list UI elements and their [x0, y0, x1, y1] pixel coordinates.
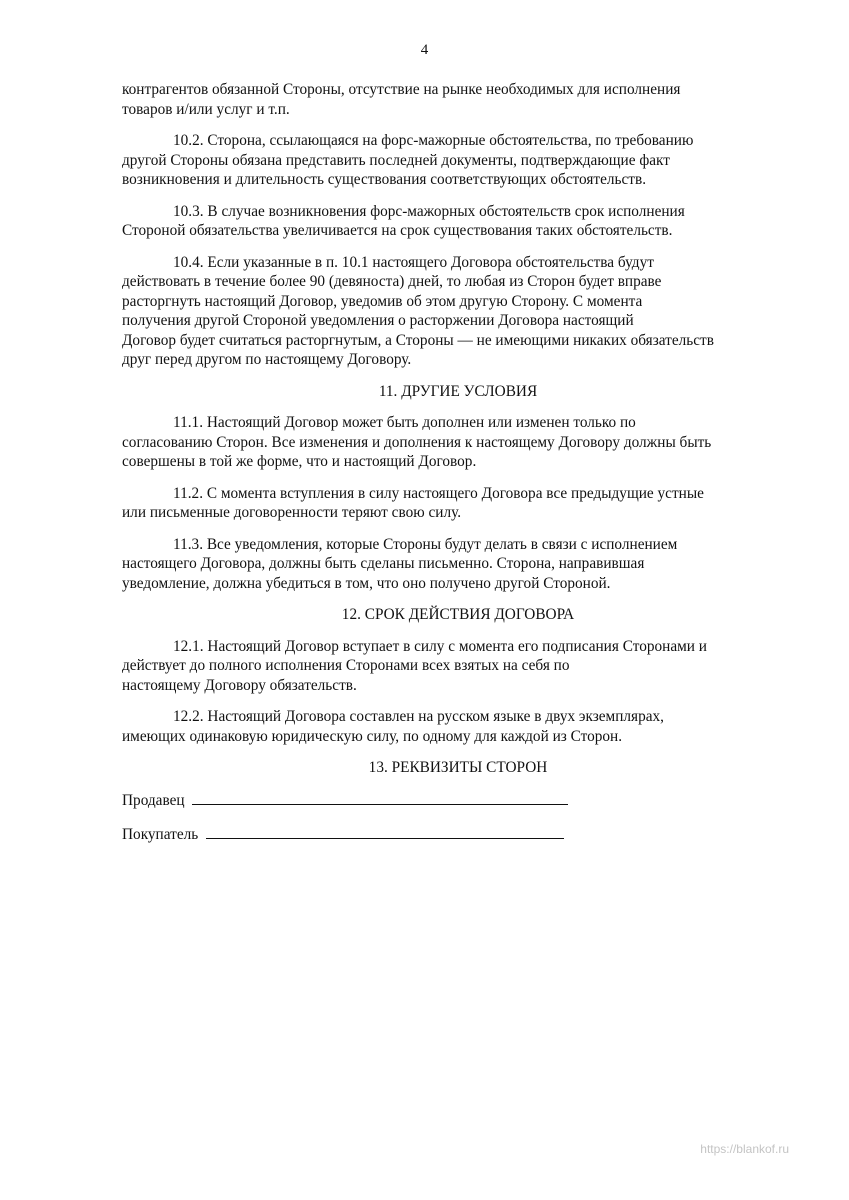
text-line: Стороной обязательства увеличивается на срок существования таких обстоятельств. [122, 222, 673, 239]
text-line: товаров и/или услуг и т.п. [122, 100, 290, 118]
paragraph [122, 253, 794, 370]
paragraph [122, 484, 794, 523]
paragraph [122, 535, 794, 594]
text-line: Договор будет считаться расторгнутым, а Стороны — не имеющими никаких обязательств [122, 331, 714, 349]
paragraph [122, 707, 794, 746]
text-line: 12.2. Настоящий Договора составлен на русском языке в двух экземплярах, [173, 708, 665, 725]
text-line: расторгнуть настоящий Договор, уведомив об этом другую Сторону. С момента [122, 292, 643, 310]
text-line: действовать в течение более 90 (девяноста) дней, то любая из Сторон будет вправе [122, 273, 662, 290]
site-watermark: https://blankof.ru [700, 1142, 789, 1156]
paragraph [122, 131, 794, 190]
buyer-label: Покупатель [122, 826, 199, 843]
text-line: совершены в той же форме, что и настоящий Договор. [122, 453, 477, 470]
text-line: другой Стороны обязана представить последней документы, подтверждающие факт [122, 151, 670, 169]
paragraph [122, 202, 794, 241]
text-line: получения другой Стороной уведомления о расторжении Договора настоящий [122, 312, 634, 329]
section-11-body [122, 413, 794, 593]
text-line: согласованию Сторон. Все изменения и дополнения к настоящему Договору должны быть [122, 433, 712, 451]
section-12-body [122, 637, 794, 747]
text-line: 10.4. Если указанные в п. 10.1 настоящего Договора обстоятельства будут [173, 253, 654, 271]
text-line: настоящему Договору обязательств. [122, 676, 357, 694]
text-line: или письменные договоренности теряют свою силу. [122, 504, 462, 521]
text-line: настоящего Договора, должны быть сделаны письменно. Сторона, направившая [122, 555, 645, 572]
text-line: друг перед другом по настоящему Договору. [122, 351, 412, 368]
text-line: 11.2. С момента вступления в силу настоящего Договора все предыдущие устные [173, 484, 704, 502]
section-13-title: 13. РЕКВИЗИТЫ СТОРОН [368, 759, 548, 776]
text-line: 10.3. В случае возникновения форс-мажорных обстоятельств срок исполнения [173, 202, 685, 220]
paragraph [122, 413, 794, 472]
text-line: 12.1. Настоящий Договор вступает в силу с момента его подписания Сторонами и [173, 637, 707, 655]
text-line: 10.2. Сторона, ссылающаяся на форс-мажорные обстоятельства, по требованию [173, 132, 694, 149]
section-10-continuation [122, 80, 794, 370]
text-line: 11.3. Все уведомления, которые Стороны будут делать в связи с исполнением [173, 535, 678, 553]
buyer-blank[interactable] [206, 824, 564, 839]
text-line: уведомление, должна убедиться в том, что оно получено другой Стороной. [122, 574, 611, 592]
text-line: действует до полного исполнения Сторонами всех взятых на себя по [122, 657, 570, 674]
paragraph [122, 637, 794, 696]
seller-blank[interactable] [192, 790, 568, 805]
document-body [122, 80, 794, 859]
text-line: возникновения и длительность существования соответствующих обстоятельств. [122, 171, 647, 188]
text-line: контрагентов обязанной Стороны, отсутствие на рынке необходимых для исполнения [122, 81, 681, 98]
section-12-title: 12. СРОК ДЕЙСТВИЯ ДОГОВОРА [341, 606, 575, 623]
text-line: имеющих одинаковую юридическую силу, по одному для каждой из Сторон. [122, 727, 623, 745]
section-11-title: 11. ДРУГИЕ УСЛОВИЯ [378, 382, 538, 400]
page-number: 4 [420, 42, 429, 58]
seller-signature-line [122, 790, 794, 811]
buyer-signature-line [122, 824, 794, 845]
seller-label: Продавец [122, 791, 185, 809]
text-line: 11.1. Настоящий Договор может быть дополнен или изменен только по [173, 414, 636, 431]
paragraph [122, 80, 794, 119]
